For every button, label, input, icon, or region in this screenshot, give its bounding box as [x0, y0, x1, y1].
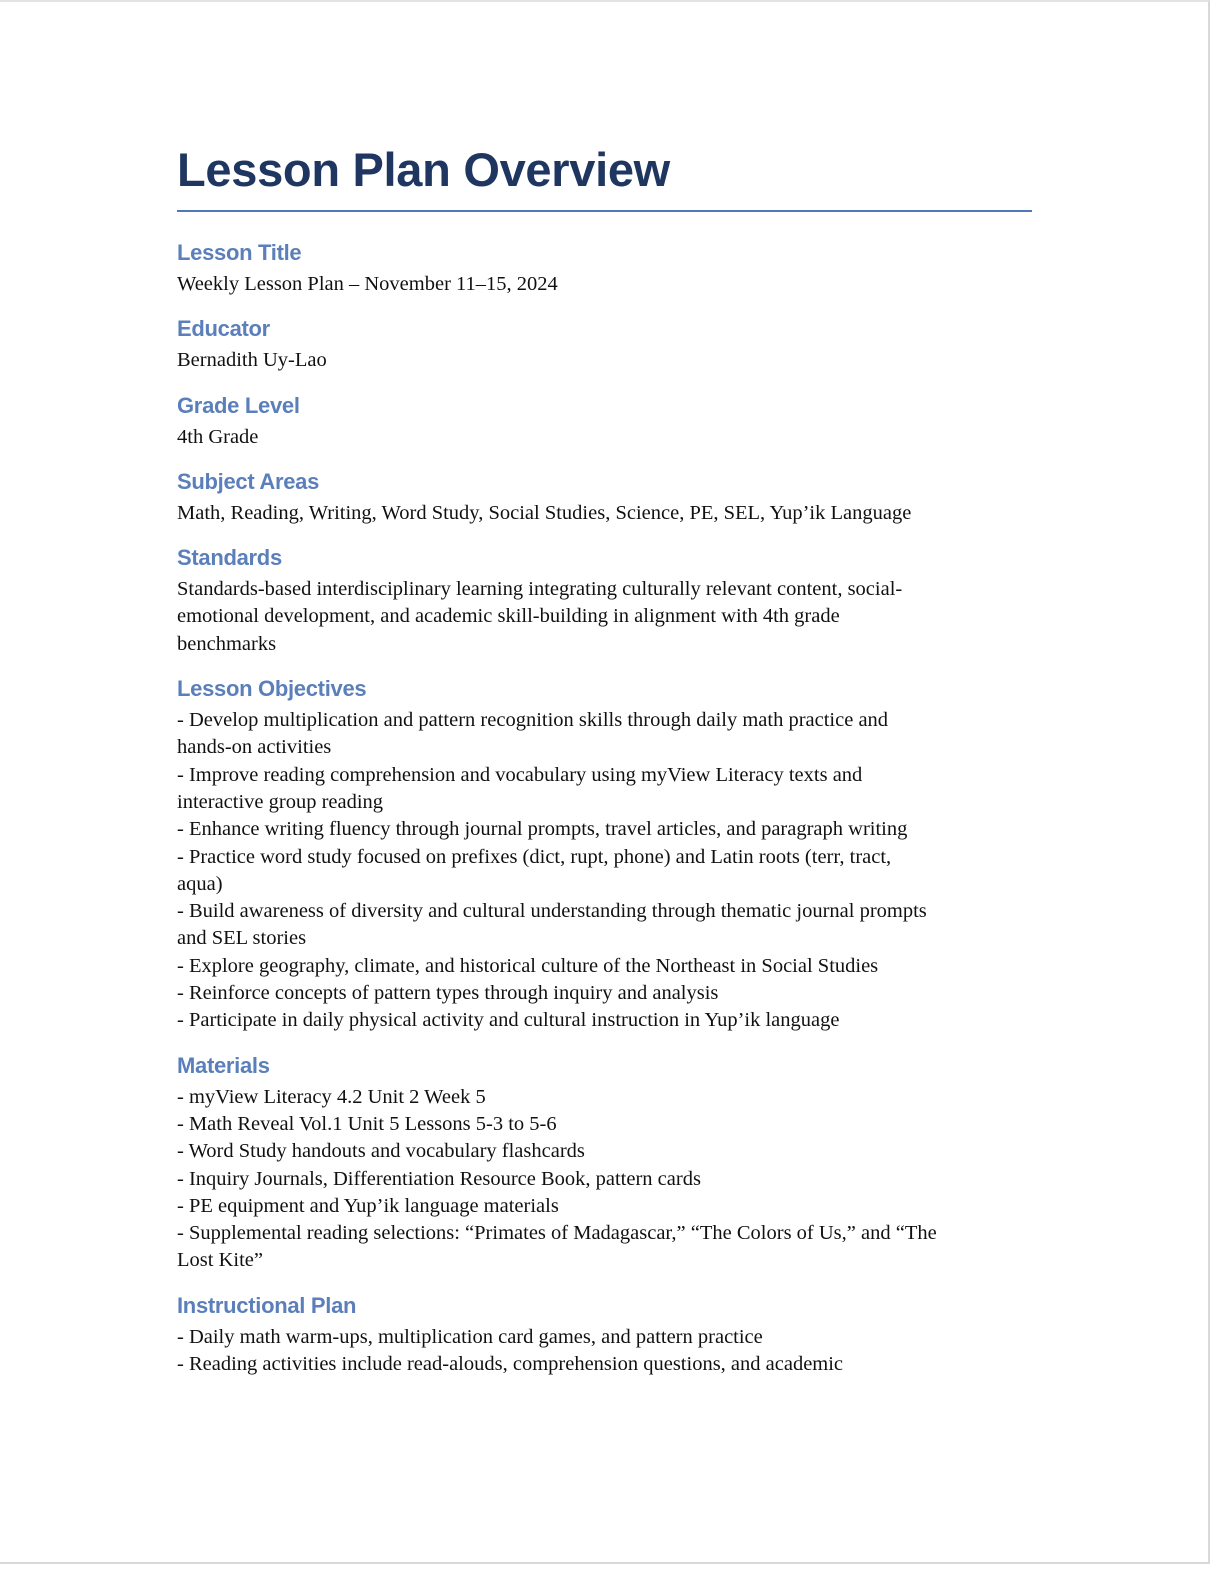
section-grade-level [177, 391, 1032, 451]
text-line: Standards-based interdisciplinary learning integrating culturally relevant content, social- [177, 578, 903, 601]
text-line: Lost Kite” [177, 1249, 263, 1272]
text-line: - Improve reading comprehension and vocabulary using myView Literacy texts and [177, 763, 863, 786]
text-line: - Build awareness of diversity and cultural understanding through thematic journal prompts [177, 900, 927, 923]
text-line: benchmarks [177, 632, 277, 655]
text-line: Weekly Lesson Plan – November 11–15, 2024 [177, 273, 558, 295]
text-line: - Math Reveal Vol.1 Unit 5 Lessons 5-3 to 5-6 [177, 1112, 557, 1135]
text-line: - Enhance writing fluency through journal prompts, travel articles, and paragraph writing [177, 818, 908, 841]
text-line: - myView Literacy 4.2 Unit 2 Week 5 [177, 1085, 486, 1108]
section-heading: Educator [177, 316, 270, 342]
text-line: - Supplemental reading selections: “Primates of Madagascar,” “The Colors of Us,” and “The [177, 1222, 937, 1245]
text-line: 4th Grade [177, 425, 259, 448]
text-line: Math, Reading, Writing, Word Study, Social Studies, Science, PE, SEL, Yup’ik Language [177, 501, 912, 524]
text-line: - Daily math warm-ups, multiplication card games, and pattern practice [177, 1325, 763, 1348]
section-subject-areas [177, 467, 1032, 527]
text-line: - Practice word study focused on prefixes (dict, rupt, phone) and Latin roots (terr, tract, [177, 845, 892, 868]
text-line: and SEL stories [177, 927, 307, 950]
text-line: - Word Study handouts and vocabulary flashcards [177, 1140, 585, 1163]
text-line: aqua) [177, 872, 223, 895]
sections-container [177, 238, 1032, 1378]
section-heading: Instructional Plan [177, 1292, 357, 1318]
text-line: emotional development, and academic skill-building in alignment with 4th grade [177, 605, 840, 628]
section-heading: Grade Level [177, 392, 300, 418]
text-line: - PE equipment and Yup’ik language materials [177, 1194, 559, 1217]
text-line: interactive group reading [177, 790, 384, 813]
text-line: - Participate in daily physical activity and cultural instruction in Yup’ik language [177, 1009, 840, 1032]
text-line: - Inquiry Journals, Differentiation Resource Book, pattern cards [177, 1167, 701, 1190]
text-line: - Explore geography, climate, and historical culture of the Northeast in Social Studies [177, 954, 879, 977]
section-body [177, 347, 1032, 374]
section-standards [177, 543, 1032, 658]
text-line: - Reading activities include read-alouds, comprehension questions, and academic [177, 1353, 844, 1376]
section-body [177, 1084, 1032, 1275]
page-title: Lesson Plan Overview [177, 143, 670, 196]
section-heading: Subject Areas [177, 468, 320, 494]
document-content [177, 132, 1032, 1394]
section-body [177, 271, 1032, 298]
text-line: - Reinforce concepts of pattern types through inquiry and analysis [177, 982, 719, 1005]
title-divider [177, 210, 1032, 212]
section-educator [177, 314, 1032, 374]
text-line: Bernadith Uy-Lao [177, 349, 327, 372]
section-body [177, 1324, 1032, 1379]
section-heading: Standards [177, 545, 282, 571]
section-body [177, 500, 1032, 527]
section-heading: Lesson Title [177, 240, 302, 265]
section-lesson-title [177, 238, 1032, 298]
section-body [177, 424, 1032, 451]
text-line: hands-on activities [177, 736, 332, 759]
section-lesson-objectives [177, 674, 1032, 1035]
section-materials [177, 1051, 1032, 1275]
section-body [177, 576, 1032, 658]
section-instructional-plan [177, 1291, 1032, 1379]
section-body [177, 707, 1032, 1035]
section-heading: Lesson Objectives [177, 676, 367, 702]
section-heading: Materials [177, 1052, 270, 1078]
text-line: - Develop multiplication and pattern recognition skills through daily math practice and [177, 709, 889, 732]
